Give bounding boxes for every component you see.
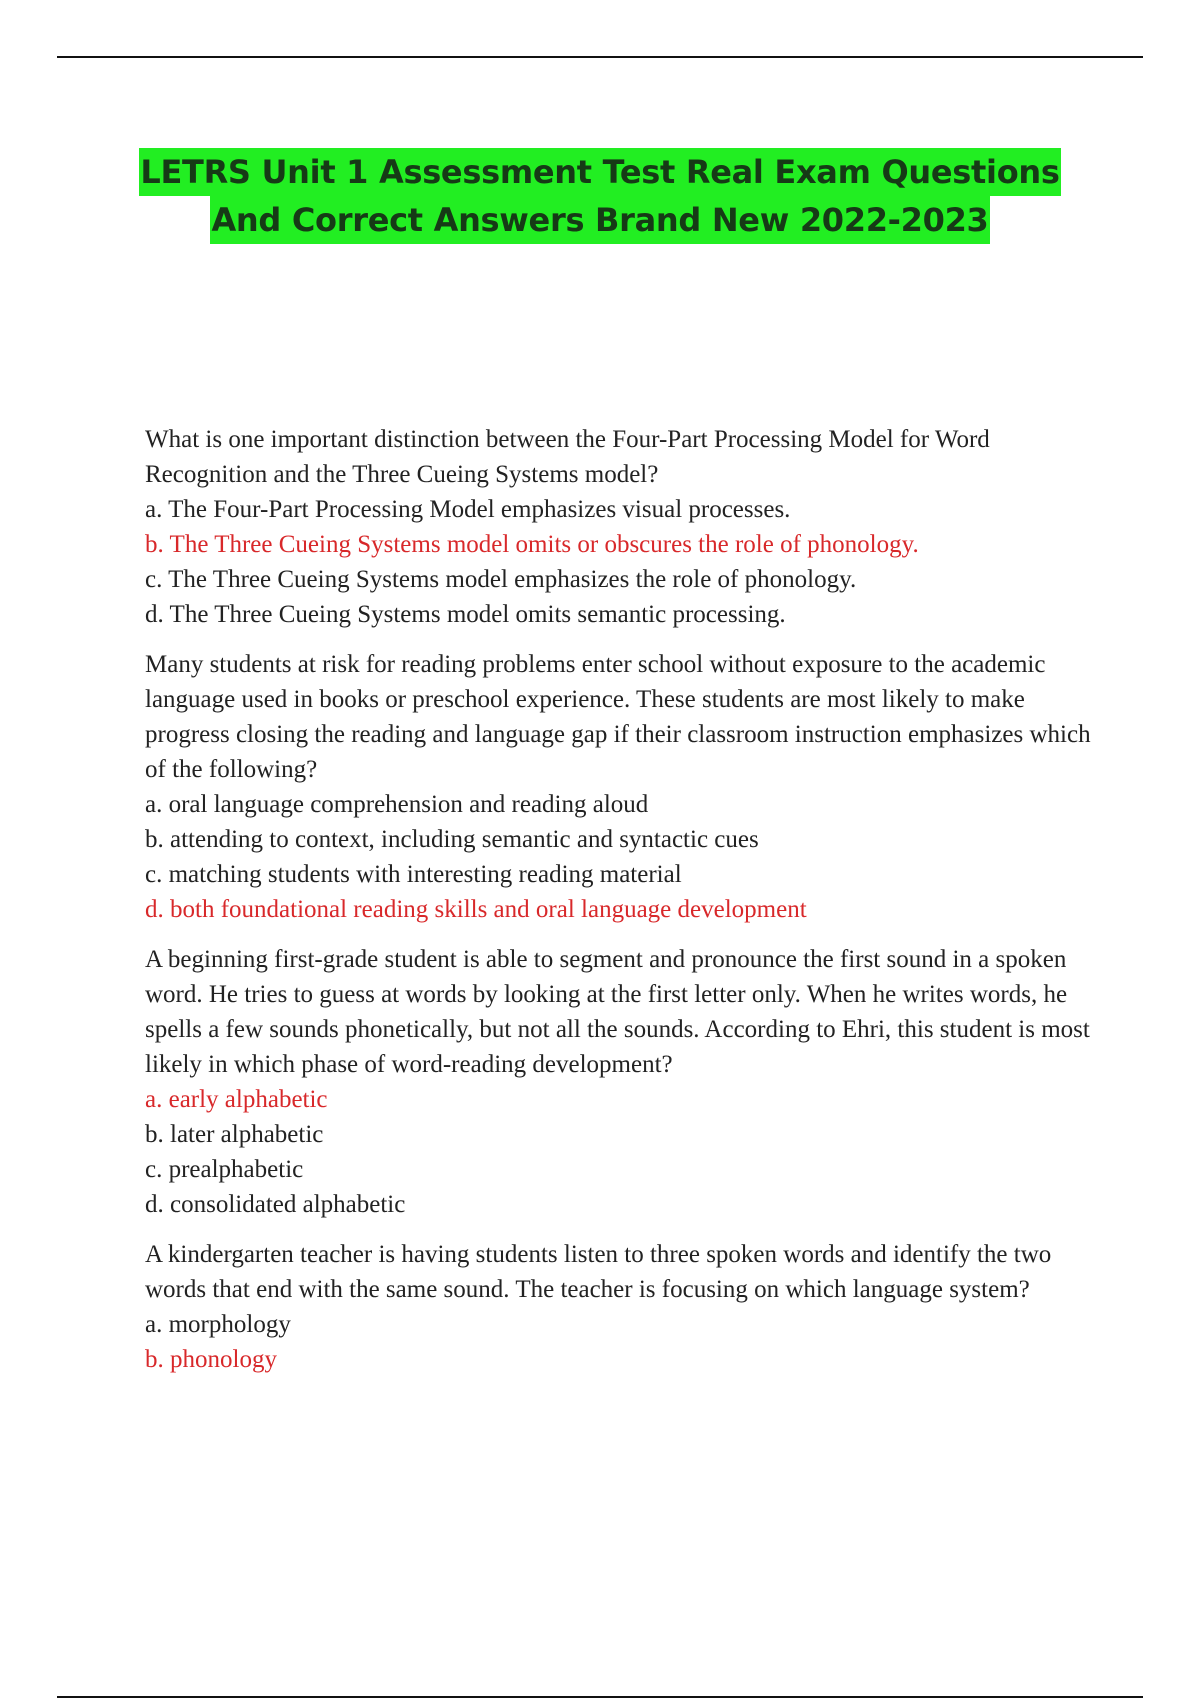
- answer-option-correct: d. both foundational reading skills and oral language development: [145, 896, 807, 923]
- footer-rule: [57, 1696, 1143, 1698]
- question-text: What is one important distinction between the Four-Part Processing Model for Word Recognition and the Three Cueing Systems model?: [145, 426, 990, 488]
- question-text: Many students at risk for reading problems enter school without exposure to the academic language used in books or preschool experience. These students are most likely to make progress closing the reading and language gap if their classroom instruction emphasizes which of the following?: [145, 651, 1091, 783]
- header-rule: [57, 56, 1143, 58]
- answer-option: a. oral language comprehension and reading aloud: [145, 791, 649, 818]
- question-text: A kindergarten teacher is having students listen to three spoken words and identify the two words that end with the same sound. The teacher is focusing on which language system?: [145, 1241, 1052, 1303]
- answer-option-correct: b. phonology: [145, 1346, 277, 1373]
- answer-option: c. The Three Cueing Systems model emphasizes the role of phonology.: [145, 566, 857, 593]
- answer-option: b. later alphabetic: [145, 1121, 324, 1148]
- answer-option: d. consolidated alphabetic: [145, 1191, 406, 1218]
- answer-option-correct: b. The Three Cueing Systems model omits or obscures the role of phonology.: [145, 531, 919, 558]
- question-block-2: [145, 647, 1095, 927]
- question-block-4: [145, 1237, 1095, 1377]
- answer-option: b. attending to context, including semantic and syntactic cues: [145, 826, 759, 853]
- answer-option: c. matching students with interesting reading material: [145, 861, 682, 888]
- answer-option: a. morphology: [145, 1311, 291, 1338]
- answer-option: d. The Three Cueing Systems model omits semantic processing.: [145, 601, 786, 628]
- answer-option: c. prealphabetic: [145, 1156, 304, 1183]
- title-line-2: And Correct Answers Brand New 2022-2023: [210, 196, 989, 244]
- answer-option-correct: a. early alphabetic: [145, 1086, 328, 1113]
- question-block-1: [145, 422, 1095, 632]
- question-block-3: [145, 942, 1095, 1222]
- question-text: A beginning first-grade student is able to segment and pronounce the first sound in a spoken word. He tries to guess at words by looking at the first letter only. When he writes words, he spells a few sounds phonetically, but not all the sounds. According to Ehri, this student is most likely in which phase of word-reading development?: [145, 946, 1090, 1078]
- answer-option: a. The Four-Part Processing Model emphasizes visual processes.: [145, 496, 791, 523]
- title-line-1: LETRS Unit 1 Assessment Test Real Exam Questions: [139, 148, 1060, 196]
- question-list: [145, 422, 1095, 1392]
- document-title: [0, 148, 1200, 244]
